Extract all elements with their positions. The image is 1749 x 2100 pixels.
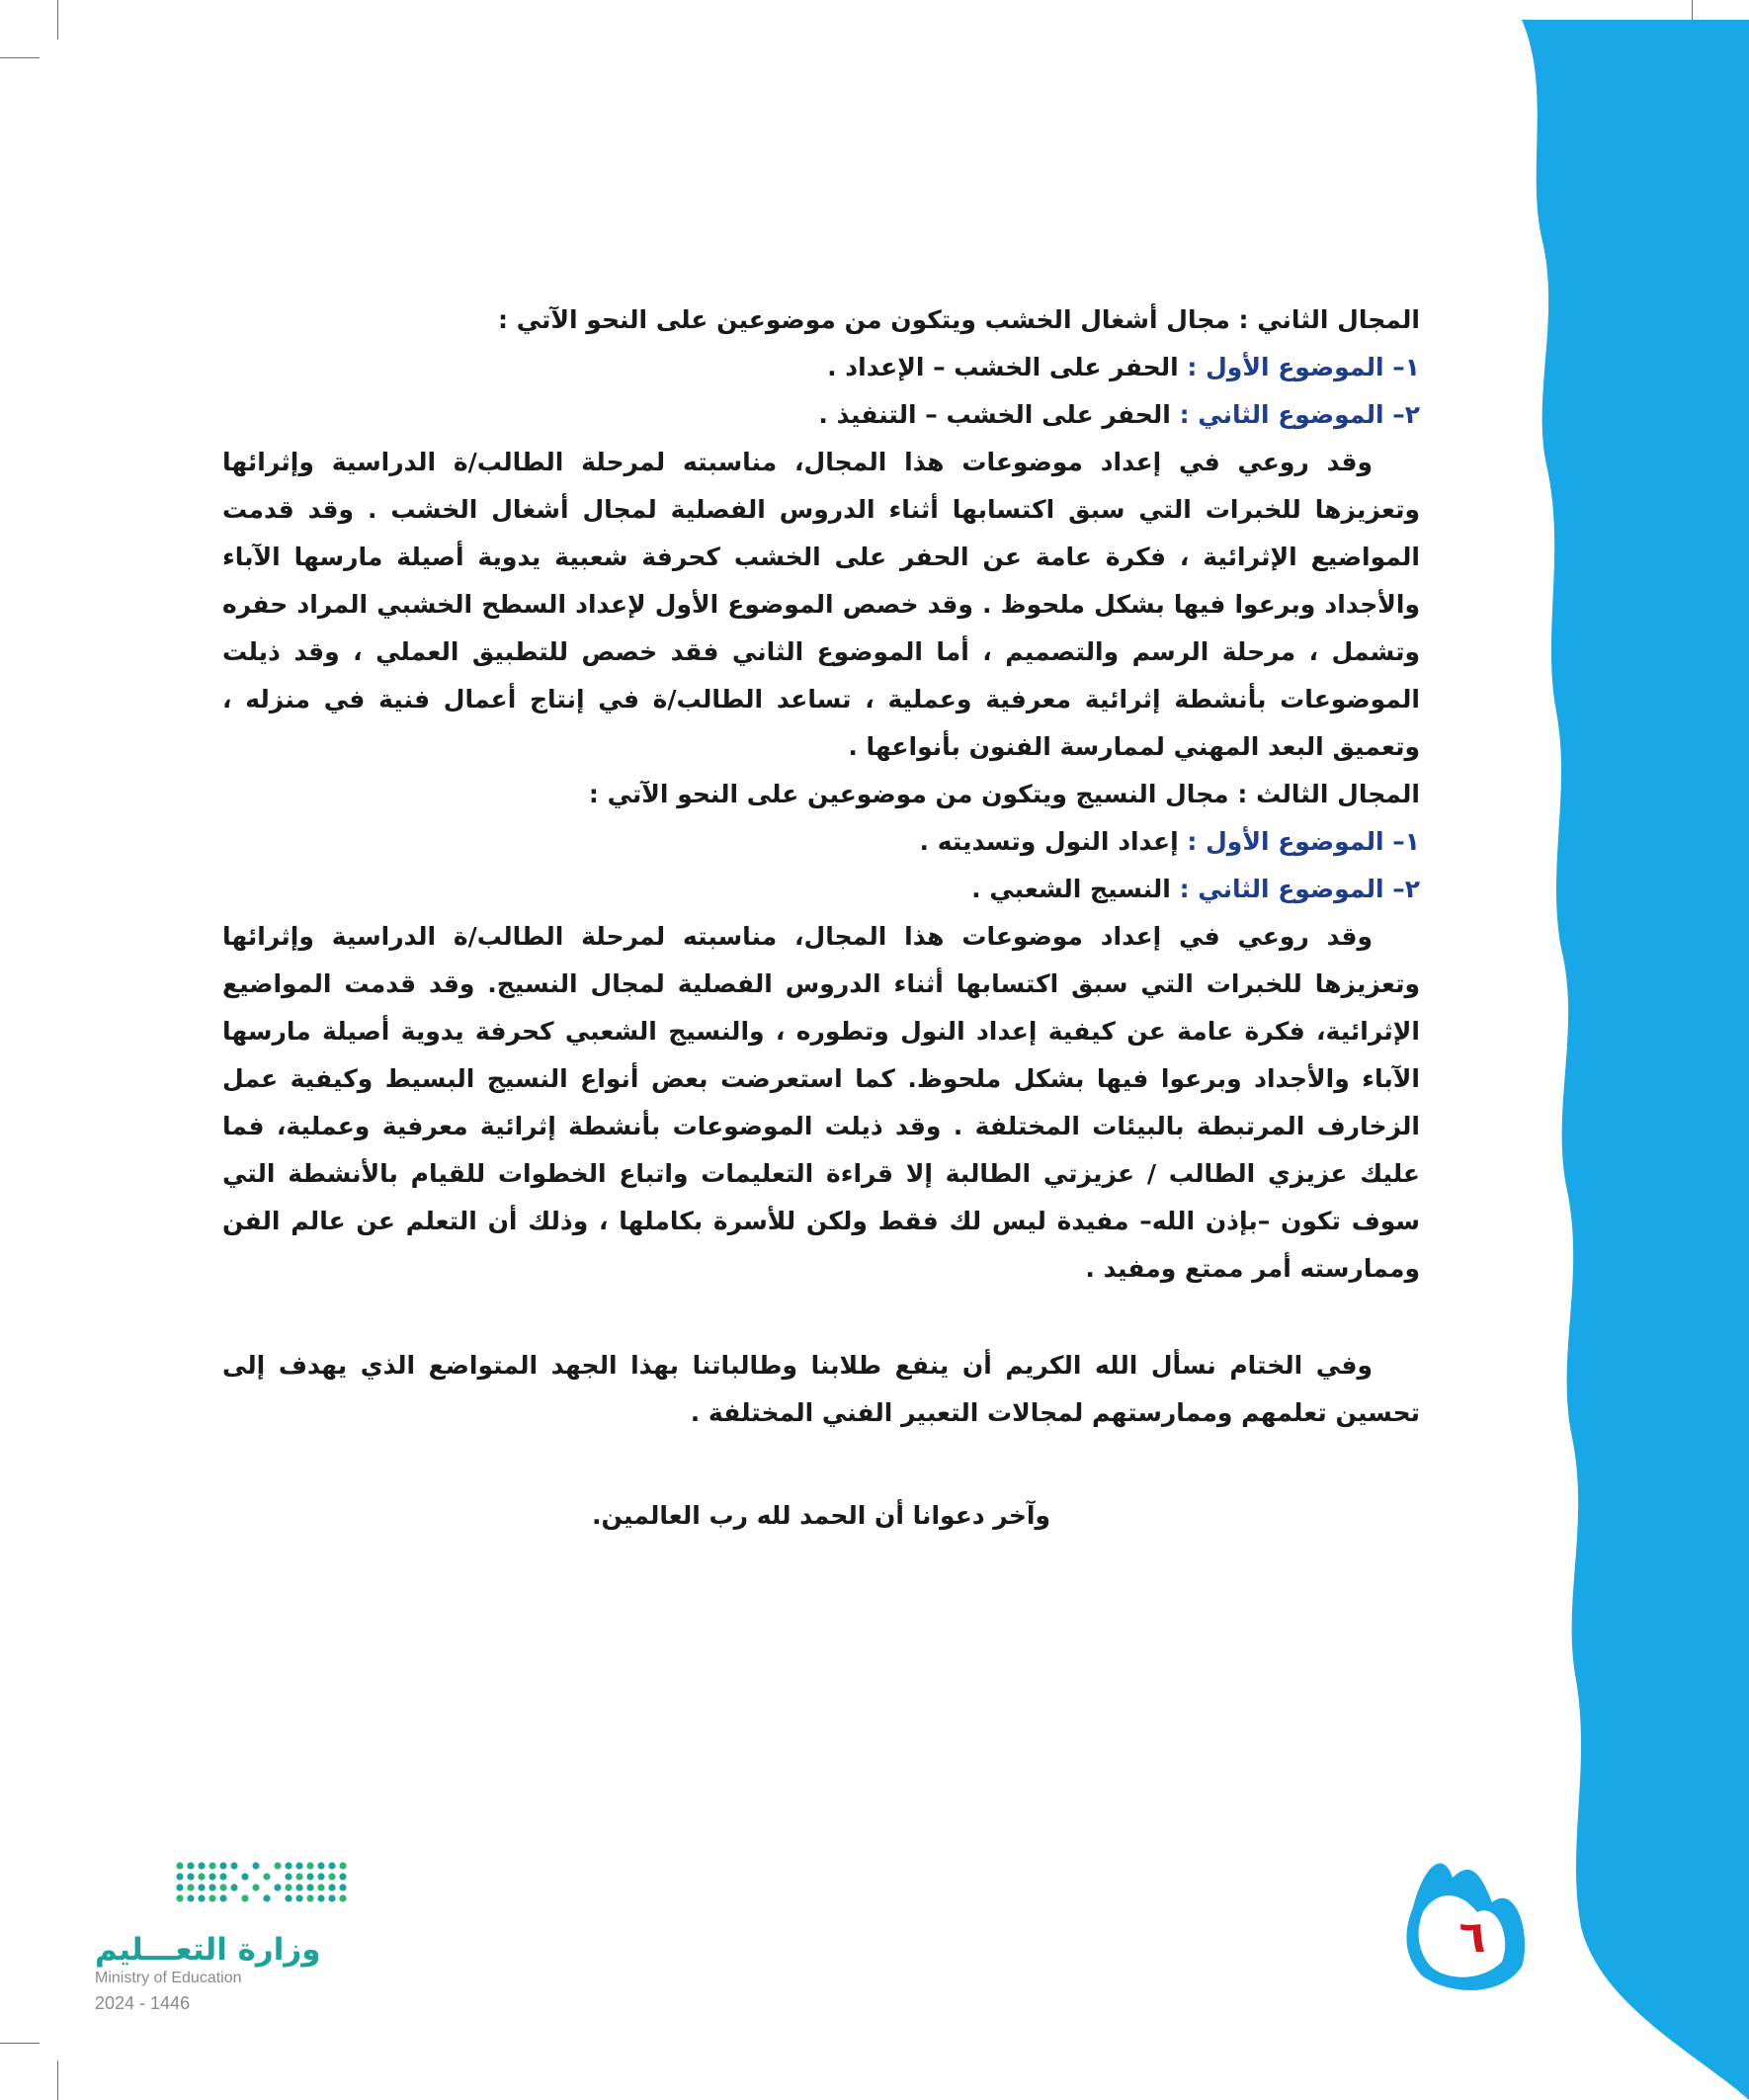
- logo-dot: [208, 1862, 215, 1869]
- page-content: [222, 296, 1420, 1540]
- logo-dot: [208, 1894, 215, 1901]
- logo-dot: [317, 1873, 324, 1880]
- logo-dot: [328, 1862, 335, 1869]
- logo-dot: [339, 1894, 346, 1901]
- logo-dot: [339, 1884, 346, 1890]
- logo-dot: [198, 1873, 205, 1880]
- topic-text: الحفر على الخشب – التنفيذ .: [818, 400, 1171, 429]
- logo-dot: [198, 1862, 205, 1869]
- logo-dot: [219, 1894, 226, 1901]
- spacer: [222, 1293, 1420, 1342]
- logo-dot: [328, 1873, 335, 1880]
- logo-dot: [295, 1873, 302, 1880]
- section2-topic1: [222, 344, 1420, 391]
- logo-dot: [230, 1884, 237, 1890]
- logo-dot: [295, 1884, 302, 1890]
- logo-dot: [306, 1862, 313, 1869]
- logo-english-text: Ministry of Education: [95, 1970, 242, 1986]
- logo-dot: [339, 1862, 346, 1869]
- logo-dot: [252, 1884, 259, 1890]
- final-line: وآخر دعوانا أن الحمد لله رب العالمين.: [592, 1501, 1050, 1530]
- section2-intro: المجال الثاني : مجال أشغال الخشب ويتكون من موضوعين على النحو الآتي :: [498, 305, 1420, 334]
- logo-dot: [306, 1873, 313, 1880]
- logo-year: 2024 - 1446: [95, 1993, 191, 2013]
- topic-text: إعداد النول وتسديته .: [919, 827, 1179, 856]
- logo-dot: [285, 1894, 292, 1901]
- logo-dot: [317, 1862, 324, 1869]
- section2-topic2: [222, 391, 1420, 439]
- logo-dot: [306, 1884, 313, 1890]
- logo-dot: [306, 1894, 313, 1901]
- logo-dot: [219, 1884, 226, 1890]
- logo-dot: [285, 1873, 292, 1880]
- logo-dot: [219, 1862, 226, 1869]
- logo-dot: [198, 1884, 205, 1890]
- page-number: ٦: [1458, 1912, 1486, 1963]
- section3-intro: المجال الثالث : مجال النسيج ويتكون من موضوعين على النحو الآتي :: [588, 780, 1420, 808]
- logo-dot: [252, 1862, 259, 1869]
- ministry-logo-dots-icon: [95, 1856, 352, 1927]
- logo-dot: [208, 1873, 215, 1880]
- logo-dot: [198, 1894, 205, 1901]
- logo-arabic-text: وزارة التعـــليم: [95, 1932, 321, 1968]
- section2-body: وقد روعي في إعداد موضوعات هذا المجال، مناسبته لمرحلة الطالب/ة الدراسية وإثرائها وتعزيزها للخبرات التي سبق اكتسابها أثناء الدروس الفصلية لمجال أشغال الخشب . وقد قدمت المواضيع الإثرائية ، فكرة عامة عن الحفر على الخشب كحرفة شعبية يدوية أصيلة مارسها الآباء والأجداد وبرعوا فيها بشكل ملحوظ . وقد خصص الموضوع الأول لإعداد السطح الخشبي المراد حفره وتشمل ، مرحلة الرسم والتصميم ، أما الموضوع الثاني فقد خصص للتطبيق العملي ، وقد ذيلت الموضوعات بأنشطة إثرائية معرفية وعملية ، تساعد الطالب/ة في إنتاج أعمال فنية في منزله ، وتعميق البعد المهني لممارسة الفنون بأنواعها .: [222, 448, 1420, 761]
- logo-dot: [187, 1873, 194, 1880]
- section3-topic1: [222, 818, 1420, 866]
- logo-dot: [339, 1873, 346, 1880]
- spacer: [222, 1437, 1420, 1492]
- logo-dot: [274, 1862, 281, 1869]
- topic-label: ٢– الموضوع الثاني :: [1179, 875, 1420, 903]
- section3-topic2: [222, 866, 1420, 913]
- logo-dot: [187, 1894, 194, 1901]
- closing-paragraph: وفي الختام نسأل الله الكريم أن ينفع طلابنا وطالباتنا بهذا الجهد المتواضع الذي يهدف إلى تحسين تعلمهم وممارستهم لمجالات التعبير الفني المختلفة .: [222, 1351, 1420, 1427]
- logo-dot: [317, 1884, 324, 1890]
- topic-label: ٢– الموضوع الثاني :: [1179, 400, 1420, 429]
- logo-dot: [187, 1862, 194, 1869]
- logo-dot: [263, 1894, 270, 1901]
- logo-dot: [328, 1894, 335, 1901]
- logo-dot: [328, 1884, 335, 1890]
- topic-text: النسيج الشعبي .: [971, 875, 1171, 903]
- logo-dot: [241, 1894, 248, 1901]
- logo-dot: [295, 1894, 302, 1901]
- logo-dot: [295, 1862, 302, 1869]
- logo-dot: [274, 1884, 281, 1890]
- logo-dot: [176, 1873, 183, 1880]
- logo-dot: [176, 1862, 183, 1869]
- logo-dot: [263, 1873, 270, 1880]
- logo-dot: [176, 1884, 183, 1890]
- logo-dot: [230, 1862, 237, 1869]
- logo-dot: [187, 1884, 194, 1890]
- logo-dot: [317, 1894, 324, 1901]
- section3-body: وقد روعي في إعداد موضوعات هذا المجال، مناسبته لمرحلة الطالب/ة الدراسية وإثرائها وتعزيزها للخبرات التي سبق اكتسابها أثناء الدروس الفصلية لمجال النسيج. وقد قدمت المواضيع الإثرائية، فكرة عامة عن كيفية إعداد النول وتطوره ، والنسيج الشعبي كحرفة يدوية أصيلة مارسها الآباء والأجداد وبرعوا فيها بشكل ملحوظ. كما استعرضت بعض أنواع النسيج البسيط وكيفية عمل الزخارف المرتبطة بالبيئات المختلفة . وقد ذيلت الموضوعات بأنشطة إثرائية معرفية وعملية، فما عليك عزيزي الطالب / عزيزتي الطالبة إلا قراءة التعليمات واتباع الخطوات للقيام بالأنشطة التي سوف تكون –بإذن الله– مفيدة ليس لك فقط ولكن للأسرة بكاملها ، وذلك أن التعلم عن عالم الفن وممارسته أمر ممتع ومفيد .: [222, 922, 1420, 1283]
- logo-dot: [176, 1894, 183, 1901]
- logo-dot: [285, 1884, 292, 1890]
- logo-dot: [241, 1873, 248, 1880]
- topic-label: ١– الموضوع الأول :: [1187, 353, 1420, 381]
- logo-dot: [208, 1884, 215, 1890]
- topic-label: ١– الموضوع الأول :: [1187, 827, 1420, 856]
- topic-text: الحفر على الخشب – الإعداد .: [827, 353, 1179, 381]
- logo-dot: [285, 1862, 292, 1869]
- logo-dot: [219, 1873, 226, 1880]
